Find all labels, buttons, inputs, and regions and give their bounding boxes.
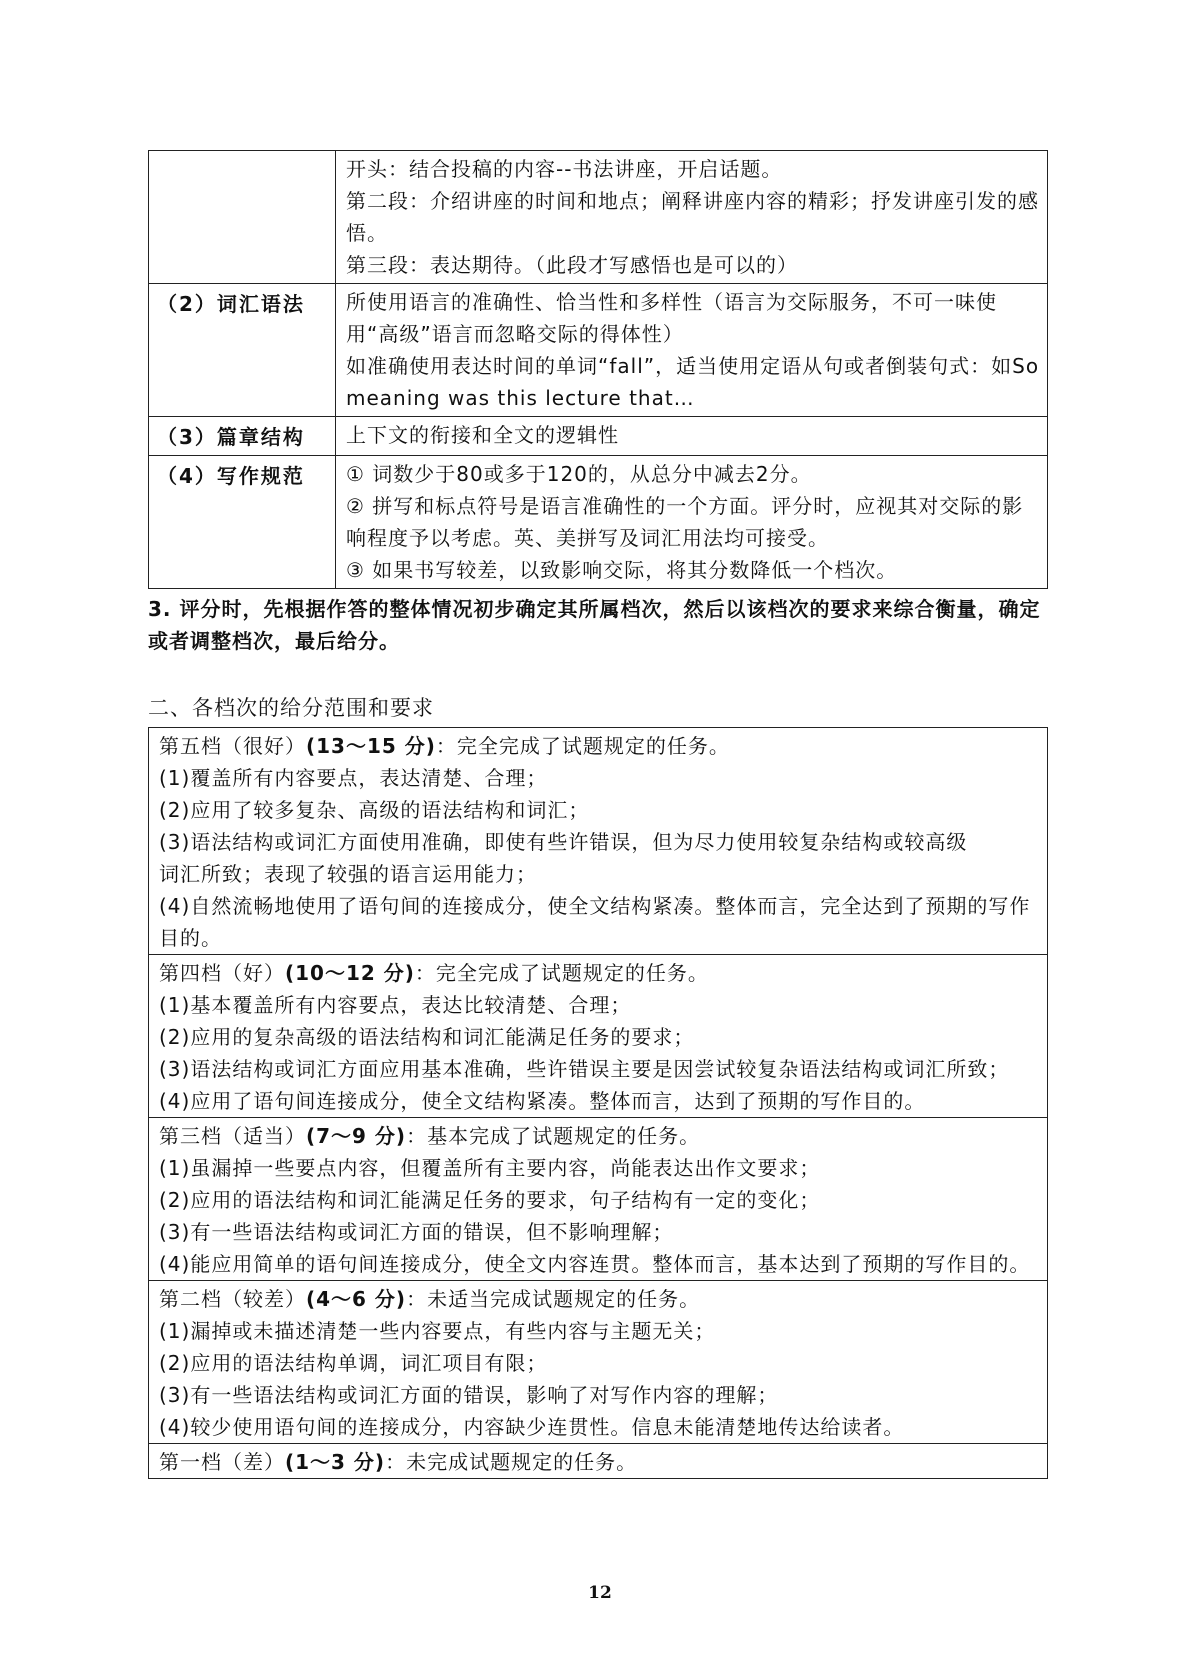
grade-summary: ：完全完成了试题规定的任务。 <box>435 734 730 758</box>
grade-summary: ：未完成试题规定的任务。 <box>385 1450 638 1474</box>
criteria-line: ③ 如果书写较差，以致影响交际，将其分数降低一个档次。 <box>346 558 898 582</box>
criteria-content <box>336 456 1048 589</box>
grade-row <box>149 1118 1048 1281</box>
grade-name: 第二档（较差） <box>159 1287 306 1311</box>
grade-name: 第三档（适当） <box>159 1124 306 1148</box>
grade-heading <box>159 1120 1039 1152</box>
grade-score-range: (7～9 分) <box>306 1124 407 1148</box>
grade-cell <box>149 1118 1048 1281</box>
grade-requirement: (2)应用的语法结构单调，词汇项目有限； <box>159 1351 548 1375</box>
criteria-content <box>336 284 1048 417</box>
criteria-line: 如准确使用表达时间的单词“fall”，适当使用定语从句或者倒装句式：如So meaning was this lecture that… <box>346 354 1040 410</box>
grade-requirement: (4)能应用简单的语句间连接成分，使全文内容连贯。整体而言，基本达到了预期的写作目的。 <box>159 1252 1031 1276</box>
grade-requirement: (2)应用的语法结构和词汇能满足任务的要求，句子结构有一定的变化； <box>159 1188 821 1212</box>
grade-heading <box>159 1283 1039 1315</box>
grade-row <box>149 1444 1048 1479</box>
grade-row <box>149 955 1048 1118</box>
grade-requirement: (3)有一些语法结构或词汇方面的错误，但不影响理解； <box>159 1220 674 1244</box>
grade-heading <box>159 1446 1039 1478</box>
grade-score-range: (1～3 分) <box>285 1450 386 1474</box>
criteria-label <box>149 151 336 284</box>
criteria-line: 开头：结合投稿的内容--书法讲座，开启话题。 <box>346 157 783 181</box>
grade-requirement: (1)虽漏掉一些要点内容，但覆盖所有主要内容，尚能表达出作文要求； <box>159 1156 821 1180</box>
criteria-line: 上下文的衔接和全文的逻辑性 <box>346 423 619 447</box>
criteria-row <box>149 456 1048 589</box>
grade-requirement: (1)基本覆盖所有内容要点，表达比较清楚、合理； <box>159 993 632 1017</box>
criteria-row <box>149 284 1048 417</box>
scoring-note: 3. 评分时，先根据作答的整体情况初步确定其所属档次，然后以该档次的要求来综合衡量，确定或者调整档次，最后给分。 <box>148 597 1041 653</box>
criteria-row <box>149 151 1048 284</box>
grade-requirement: 词汇所致；表现了较强的语言运用能力； <box>159 862 537 886</box>
grade-cell <box>149 1281 1048 1444</box>
page-number: 12 <box>588 1583 612 1603</box>
grade-cell <box>149 1444 1048 1479</box>
grade-requirement: (2)应用的复杂高级的语法结构和词汇能满足任务的要求； <box>159 1025 695 1049</box>
criteria-label: （2）词汇语法 <box>149 284 336 417</box>
criteria-table <box>148 150 1048 589</box>
grade-name: 第五档（很好） <box>159 734 306 758</box>
grade-summary: ：基本完成了试题规定的任务。 <box>406 1124 701 1148</box>
grade-row <box>149 1281 1048 1444</box>
grade-requirement: (4)应用了语句间连接成分，使全文结构紧凑。整体而言，达到了预期的写作目的。 <box>159 1089 926 1113</box>
page-content <box>148 150 1048 1479</box>
grade-summary: ：未适当完成试题规定的任务。 <box>406 1287 701 1311</box>
grade-name: 第一档（差） <box>159 1450 285 1474</box>
grade-heading <box>159 957 1039 989</box>
criteria-line: 所使用语言的准确性、恰当性和多样性（语言为交际服务，不可一味使用“高级”语言而忽略交际的得体性） <box>346 290 997 346</box>
grade-requirement: (4)自然流畅地使用了语句间的连接成分，使全文结构紧凑。整体而言，完全达到了预期的写作目的。 <box>159 894 1031 950</box>
grade-requirement: (2)应用了较多复杂、高级的语法结构和词汇； <box>159 798 590 822</box>
grades-table <box>148 727 1048 1479</box>
grade-score-range: (10～12 分) <box>285 961 415 985</box>
grade-score-range: (4～6 分) <box>306 1287 407 1311</box>
criteria-line: ② 拼写和标点符号是语言准确性的一个方面。评分时，应视其对交际的影响程度予以考虑。英、美拼写及词汇用法均可接受。 <box>346 494 1024 550</box>
section-title: 二、各档次的给分范围和要求 <box>148 696 434 720</box>
criteria-row <box>149 417 1048 456</box>
grade-requirement: (1)覆盖所有内容要点，表达清楚、合理； <box>159 766 548 790</box>
grade-requirement: (1)漏掉或未描述清楚一些内容要点，有些内容与主题无关； <box>159 1319 716 1343</box>
criteria-content <box>336 417 1048 456</box>
criteria-line: 第二段：介绍讲座的时间和地点；阐释讲座内容的精彩；抒发讲座引发的感悟。 <box>346 189 1039 245</box>
criteria-label: （4）写作规范 <box>149 456 336 589</box>
grade-summary: ：完全完成了试题规定的任务。 <box>414 961 709 985</box>
grade-cell <box>149 955 1048 1118</box>
grade-heading <box>159 730 1039 762</box>
criteria-content <box>336 151 1048 284</box>
grade-requirement: (3)有一些语法结构或词汇方面的错误，影响了对写作内容的理解； <box>159 1383 779 1407</box>
grade-requirement: (3)语法结构或词汇方面使用准确，即使有些许错误，但为尽力使用较复杂结构或较高级 <box>159 830 968 854</box>
criteria-label: （3）篇章结构 <box>149 417 336 456</box>
grade-cell <box>149 728 1048 955</box>
criteria-line: 第三段：表达期待。（此段才写感悟也是可以的） <box>346 253 798 277</box>
criteria-line: ① 词数少于80或多于120的，从总分中减去2分。 <box>346 462 812 486</box>
grade-requirement: (4)较少使用语句间的连接成分，内容缺少连贯性。信息未能清楚地传达给读者。 <box>159 1415 905 1439</box>
grade-row <box>149 728 1048 955</box>
grade-requirement: (3)语法结构或词汇方面应用基本准确，些许错误主要是因尝试较复杂语法结构或词汇所致； <box>159 1057 1010 1081</box>
grade-score-range: (13～15 分) <box>306 734 436 758</box>
grade-name: 第四档（好） <box>159 961 285 985</box>
